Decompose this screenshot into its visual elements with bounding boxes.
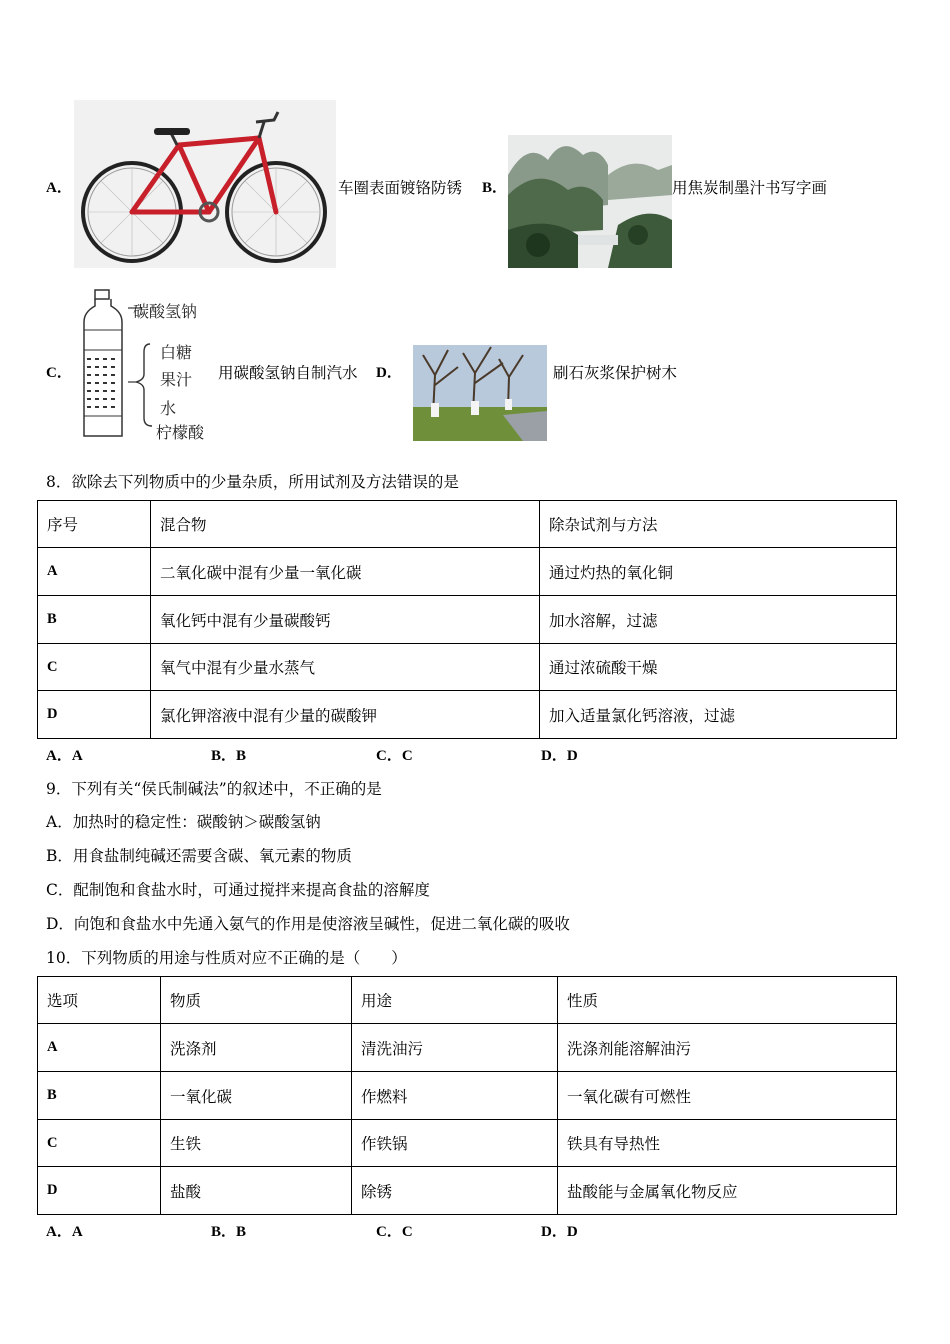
bottle-label-sugar: 白糖 (160, 343, 193, 362)
table-cell: 洗涤剂 (161, 1024, 352, 1072)
q8-answer-c: C．C (376, 748, 413, 764)
option-c-text: 用碳酸氢钠自制汽水 (218, 364, 358, 382)
q8-answer-a: A．A (46, 748, 83, 764)
table-cell: 通过浓硫酸干燥 (540, 644, 897, 691)
table-cell: A (38, 548, 151, 596)
option-b-letter: B． (482, 180, 508, 196)
table-cell: 加入适量氯化钙溶液，过滤 (540, 691, 897, 739)
table-cell: 盐酸 (161, 1167, 352, 1215)
header-cell: 混合物 (151, 501, 540, 548)
table-cell: 氧化钙中混有少量碳酸钙 (151, 596, 540, 644)
table-cell: 一氧化碳有可燃性 (558, 1072, 897, 1120)
q8-answer-d: D．D (541, 748, 578, 764)
table-header-row (38, 501, 897, 548)
table-cell: B (38, 596, 151, 644)
bottle-label-citric: 柠檬酸 (156, 423, 205, 442)
bottle-label-water: 水 (160, 399, 177, 418)
table-row (38, 644, 897, 691)
q9-option-a: A．加热时的稳定性：碳酸钠＞碳酸氢钠 (46, 813, 321, 831)
q8-answer-b: B．B (211, 748, 247, 764)
table-cell: 洗涤剂能溶解油污 (558, 1024, 897, 1072)
table-cell: B (38, 1072, 161, 1120)
header-cell: 性质 (558, 977, 897, 1024)
table-cell: 二氧化碳中混有少量一氧化碳 (151, 548, 540, 596)
q8-question: 8．欲除去下列物质中的少量杂质，所用试剂及方法错误的是 (46, 473, 459, 491)
q9-question: 9．下列有关“侯氏制碱法”的叙述中，不正确的是 (46, 780, 382, 798)
table-cell: 氧气中混有少量水蒸气 (151, 644, 540, 691)
table-row (38, 548, 897, 596)
q10-answer-b: B．B (211, 1224, 247, 1240)
table-cell: 作燃料 (352, 1072, 558, 1120)
table-cell: 除锈 (352, 1167, 558, 1215)
table-cell: A (38, 1024, 161, 1072)
option-a-letter: A． (46, 180, 72, 196)
q10-answer-c: C．C (376, 1224, 413, 1240)
bottle-label-top: 碳酸氢钠 (133, 302, 198, 321)
q9-option-b: B．用食盐制纯碱还需要含碳、氧元素的物质 (46, 847, 352, 865)
table-row (38, 1167, 897, 1215)
table-row (38, 691, 897, 739)
table-header-row (38, 977, 897, 1024)
bicycle-icon (74, 100, 336, 268)
header-cell: 用途 (352, 977, 558, 1024)
table-row (38, 1024, 897, 1072)
option-d-text: 刷石灰浆保护树木 (553, 364, 678, 382)
q9-option-c: C．配制饱和食盐水时，可通过搅拌来提高食盐的溶解度 (46, 881, 430, 899)
table-cell: 生铁 (161, 1120, 352, 1167)
table-cell: 氯化钾溶液中混有少量的碳酸钾 (151, 691, 540, 739)
option-a-text: 车圈表面镀铬防锈 (338, 179, 463, 197)
table-row (38, 1072, 897, 1120)
header-cell: 选项 (38, 977, 161, 1024)
table-cell: C (38, 1120, 161, 1167)
whitewashed-trees-icon (413, 345, 547, 441)
header-cell: 除杂试剂与方法 (540, 501, 897, 548)
table-cell: 一氧化碳 (161, 1072, 352, 1120)
q10-answer-d: D．D (541, 1224, 578, 1240)
table-row (38, 596, 897, 644)
q10-answer-a: A．A (46, 1224, 83, 1240)
option-c-letter: C． (46, 365, 72, 381)
table-cell: 清洗油污 (352, 1024, 558, 1072)
table-cell: 铁具有导热性 (558, 1120, 897, 1167)
table-cell: 加水溶解，过滤 (540, 596, 897, 644)
ink-painting-icon (508, 135, 672, 268)
q8-table (37, 500, 897, 739)
table-cell: 盐酸能与金属氧化物反应 (558, 1167, 897, 1215)
bottle-label-juice: 果汁 (160, 370, 193, 389)
header-cell: 物质 (161, 977, 352, 1024)
header-cell: 序号 (38, 501, 151, 548)
table-row (38, 1120, 897, 1167)
table-cell: C (38, 644, 151, 691)
table-cell: D (38, 691, 151, 739)
table-cell: 通过灼热的氧化铜 (540, 548, 897, 596)
option-b-text: 用焦炭制墨汁书写字画 (672, 179, 828, 197)
bottle-diagram-icon (78, 288, 128, 440)
q10-table (37, 976, 897, 1215)
q9-option-d: D．向饱和食盐水中先通入氨气的作用是使溶液呈碱性，促进二氧化碳的吸收 (46, 915, 570, 933)
table-cell: 作铁锅 (352, 1120, 558, 1167)
option-d-letter: D． (376, 365, 402, 381)
q10-question: 10．下列物质的用途与性质对应不正确的是（ ） (46, 949, 407, 967)
table-cell: D (38, 1167, 161, 1215)
